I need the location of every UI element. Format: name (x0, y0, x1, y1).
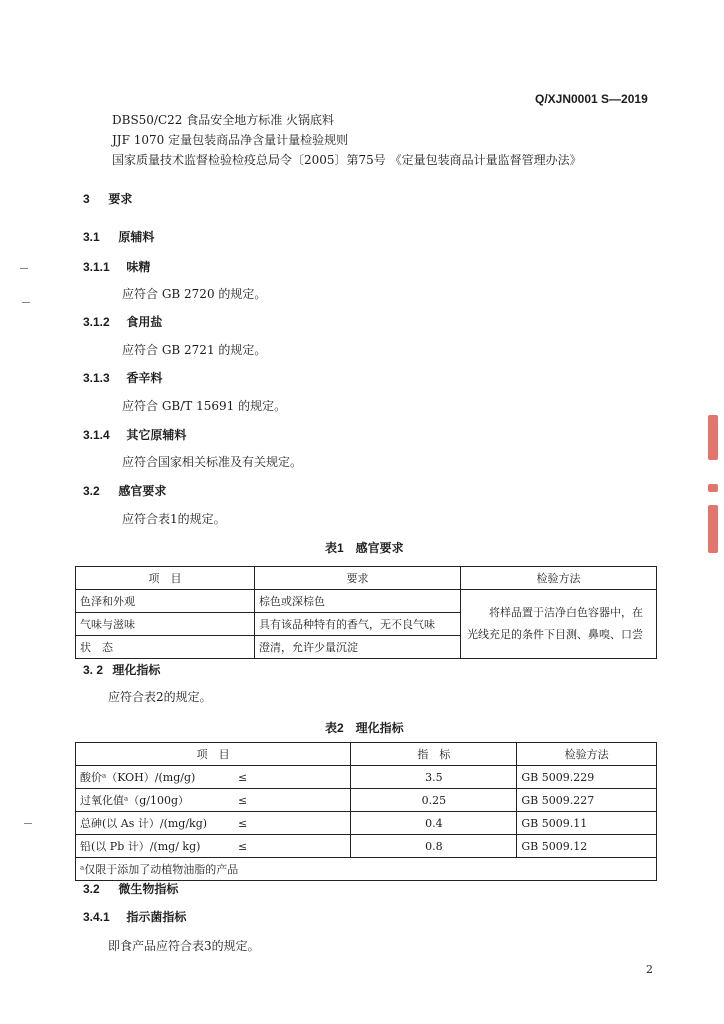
section-number: 3.1.2 (83, 315, 110, 329)
table-cell: ≤ (234, 766, 351, 789)
table-header: 检验方法 (517, 743, 657, 766)
section-title: 理化指标 (112, 663, 161, 677)
table-row (76, 812, 657, 835)
section-3-1-2-heading (83, 313, 162, 330)
table-cell: 状 态 (76, 636, 255, 659)
section-title: 其它原辅料 (126, 428, 187, 442)
table-cell: 3.5 (351, 766, 517, 789)
scan-speck (22, 302, 30, 303)
section-title: 味精 (126, 260, 151, 274)
table-note: ᵃ仅限于添加了动植物油脂的产品 (76, 858, 657, 881)
seal-stamp-fragment (708, 415, 718, 460)
section-3-1-4-heading (83, 426, 186, 443)
table-cell: GB 5009.11 (517, 812, 657, 835)
table-cell: 0.25 (351, 789, 517, 812)
section-number: 3. 2 (83, 663, 104, 677)
section-number: 3.4.1 (83, 910, 110, 924)
table-row (76, 789, 657, 812)
table1-sensory (75, 566, 657, 659)
table-cell: GB 5009.229 (517, 766, 657, 789)
table-header: 项 目 (76, 567, 255, 590)
section-3-1-1-heading (83, 258, 150, 275)
section-title: 原辅料 (118, 230, 155, 244)
table1-caption: 表1 感官要求 (325, 541, 404, 555)
table-cell: 色泽和外观 (76, 590, 255, 613)
table-note-row (76, 858, 657, 881)
table-cell: 澄清，允许少量沉淀 (255, 636, 461, 659)
references-list (112, 110, 582, 170)
reference-item: JJF 1070 定量包装商品净含量计量检验规则 (112, 133, 349, 147)
page-number: 2 (646, 963, 653, 976)
section-3-1-heading (83, 228, 154, 245)
table-cell: GB 5009.12 (517, 835, 657, 858)
table-cell: 棕色或深棕色 (255, 590, 461, 613)
section-title: 微生物指标 (118, 882, 179, 896)
section-3-4-1-heading (83, 908, 186, 925)
section-number: 3.1 (83, 230, 100, 244)
reference-item: 国家质量技术监督检验检疫总局令〔2005〕第75号 《定量包装商品计量监督管理办法》 (112, 153, 582, 167)
section-title: 香辛料 (126, 371, 163, 385)
table-cell: 铅(以 Pb 计）/(mg/ kg) (76, 835, 235, 858)
section-3-1-3-text: 应符合 GB/T 15691 的规定。 (122, 399, 287, 413)
table-header: 要求 (255, 567, 461, 590)
table-cell: 气味与滋味 (76, 613, 255, 636)
table-header: 指 标 (351, 743, 517, 766)
table2-caption: 表2 理化指标 (325, 721, 404, 735)
section-3-2-text: 应符合表1的规定。 (122, 512, 226, 526)
table-cell: 0.4 (351, 812, 517, 835)
section-3-2-physchem-heading (83, 661, 160, 678)
document-code: Q/XJN0001 S—2019 (535, 92, 648, 106)
section-3-1-2-text: 应符合 GB 2721 的规定。 (122, 343, 267, 357)
section-title: 要求 (108, 192, 133, 206)
table-cell: 酸价ᵃ（KOH）/(mg/g) (76, 766, 235, 789)
section-number: 3.2 (83, 882, 100, 896)
scan-speck (24, 823, 32, 824)
scan-speck (20, 268, 28, 269)
section-3-4-1-text: 即食产品应符合表3的规定。 (108, 939, 260, 953)
section-3-2-physchem-text: 应符合表2的规定。 (108, 690, 212, 704)
section-title: 食用盐 (126, 315, 163, 329)
table-header: 项 目 (76, 743, 351, 766)
table-header: 检验方法 (461, 567, 657, 590)
section-3-2-micro-heading (83, 880, 178, 897)
section-3-1-3-heading (83, 369, 162, 386)
table-cell: 具有该品种特有的香气，无不良气味 (255, 613, 461, 636)
table-cell: 总砷(以 As 计）/(mg/kg) (76, 812, 235, 835)
table-cell: 过氧化值ᵃ（g/100g） (76, 789, 235, 812)
table-cell-method: 将样品置于洁净白色容器中，在光线充足的条件下目测、鼻嗅、口尝 (461, 590, 657, 659)
section-3-heading (83, 190, 132, 207)
section-title: 指示菌指标 (126, 910, 187, 924)
section-3-2-heading (83, 482, 166, 499)
table-cell: 0.8 (351, 835, 517, 858)
table-cell: ≤ (234, 812, 351, 835)
table2-physicochemical (75, 742, 657, 881)
section-number: 3.1.3 (83, 371, 110, 385)
table-row (76, 590, 657, 613)
seal-stamp-fragment (708, 505, 718, 553)
seal-stamp-fragment (708, 484, 718, 492)
table-cell: ≤ (234, 835, 351, 858)
section-number: 3.2 (83, 484, 100, 498)
table-cell: ≤ (234, 789, 351, 812)
section-number: 3.1.4 (83, 428, 110, 442)
table-row (76, 835, 657, 858)
table-cell: GB 5009.227 (517, 789, 657, 812)
section-number: 3 (83, 192, 90, 206)
reference-item: DBS50/C22 食品安全地方标准 火锅底料 (112, 113, 335, 127)
section-3-1-4-text: 应符合国家相关标准及有关规定。 (122, 455, 303, 469)
section-number: 3.1.1 (83, 260, 110, 274)
table-row (76, 766, 657, 789)
section-3-1-1-text: 应符合 GB 2720 的规定。 (122, 287, 267, 301)
table-header-row (76, 743, 657, 766)
section-title: 感官要求 (118, 484, 167, 498)
table-header-row (76, 567, 657, 590)
